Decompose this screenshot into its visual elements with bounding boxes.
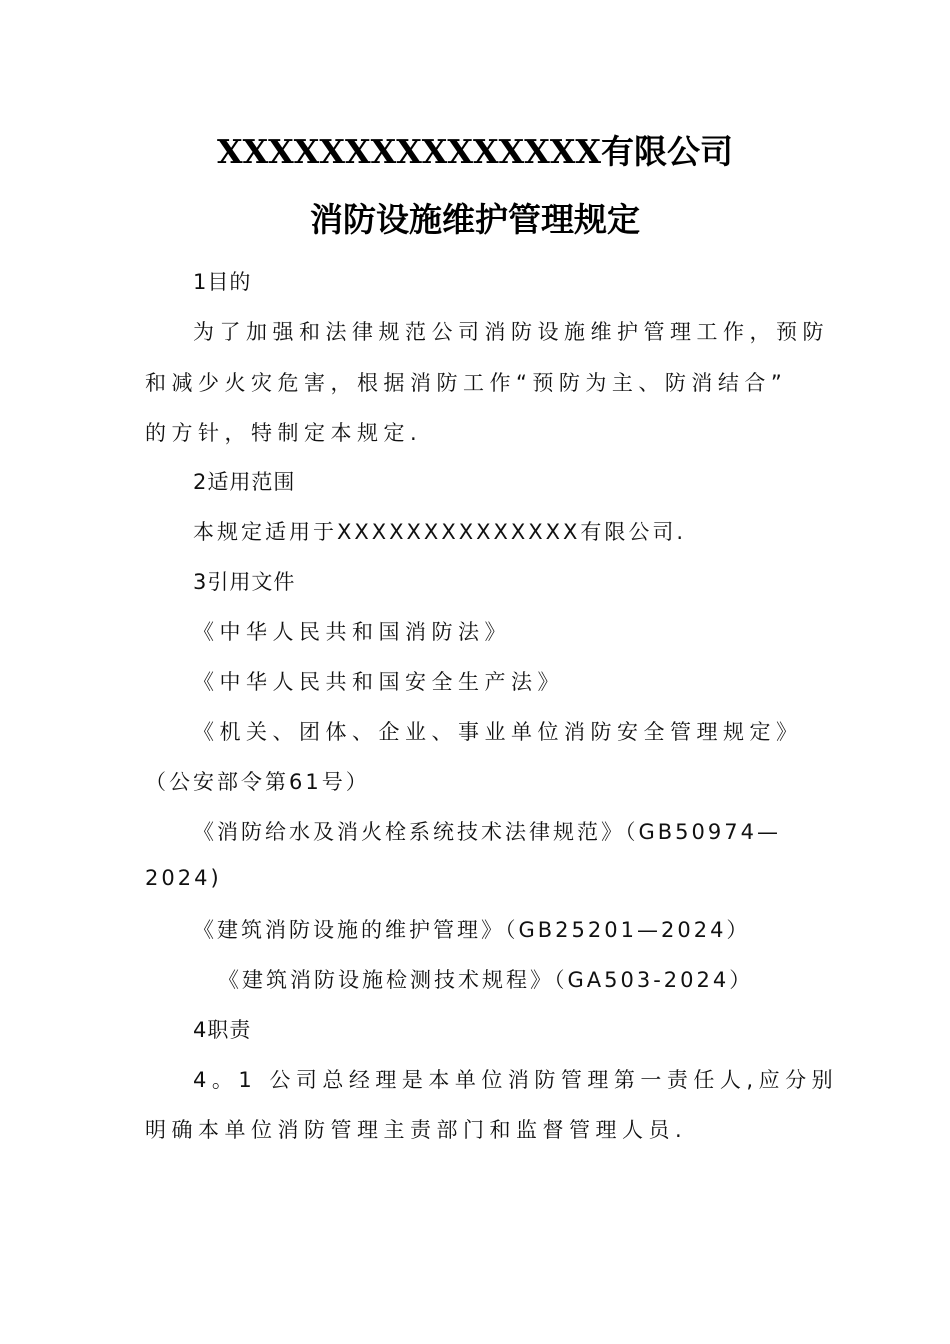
reference-item: 《中华人民共和国安全生产法》 — [193, 670, 564, 694]
paragraph-line: 为了加强和法律规范公司消防设施维护管理工作，预防 — [193, 320, 829, 344]
company-title: XXXXXXXXXXXXXXX有限公司 — [216, 132, 734, 171]
reference-item: 《建筑消防设施检测技术规程》（GA503-2024） — [218, 968, 754, 992]
reference-item: （公安部令第61号） — [145, 770, 370, 794]
paragraph-line: 4。1 公司总经理是本单位消防管理第一责任人,应分别 — [193, 1068, 839, 1092]
paragraph-line: 明确本单位消防管理主责部门和监督管理人员. — [145, 1118, 688, 1142]
section-heading-scope: 2适用范围 — [193, 470, 296, 494]
reference-item: 《消防给水及消火栓系统技术法律规范》（GB50974— — [193, 820, 781, 844]
section-heading-references: 3引用文件 — [193, 570, 296, 594]
section-heading-purpose: 1目的 — [193, 270, 252, 294]
section-heading-responsibilities: 4职责 — [193, 1018, 252, 1042]
reference-item: 《建筑消防设施的维护管理》（GB25201—2024） — [193, 918, 751, 942]
paragraph-line: 的方针，特制定本规定. — [145, 421, 423, 445]
reference-item: 2024) — [145, 866, 222, 890]
reference-item: 《机关、团体、企业、事业单位消防安全管理规定》 — [193, 720, 803, 744]
reference-item: 《中华人民共和国消防法》 — [193, 620, 511, 644]
paragraph-line: 本规定适用于XXXXXXXXXXXXXX有限公司. — [193, 520, 687, 544]
document-title: 消防设施维护管理规定 — [310, 200, 640, 239]
paragraph-line: 和减少火灾危害，根据消防工作“预防为主、防消结合” — [145, 371, 788, 395]
